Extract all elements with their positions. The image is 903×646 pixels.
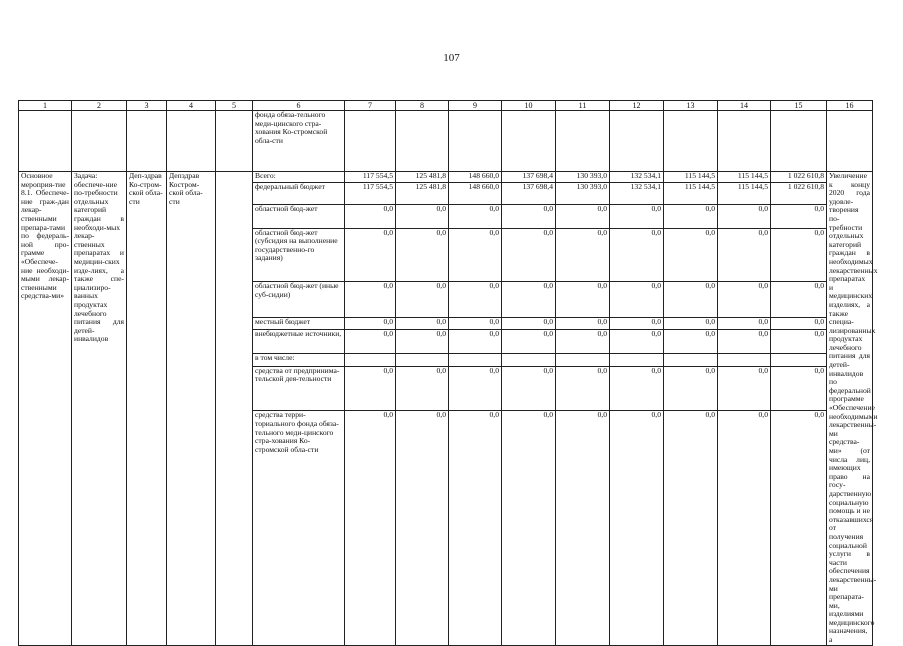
value-cell: 0,0 [610,411,664,645]
value-cell: 0,0 [718,366,771,411]
responsible-cell: Деп-здрав Ко-стром-ской обла-сти [127,172,167,646]
value-cell: 0,0 [502,228,556,282]
value-cell: 0,0 [449,411,502,645]
value-cell: 0,0 [664,317,718,330]
column-number-cell: 16 [827,101,873,111]
value-cell: 117 554,5 [345,182,396,204]
value-cell: 0,0 [345,411,396,645]
value-cell: 0,0 [556,411,610,645]
column-number-cell: 1 [19,101,72,111]
empty-cell [502,111,556,172]
value-cell: 0,0 [610,317,664,330]
value-cell: 0,0 [345,330,396,354]
funding-source-cell: Всего: [253,172,345,183]
task-cell: Задача: обеспече-ние по-требности отдельных категорий граждан в необходи-мых лекар-ственных препаратах и медицин-ских изде-лиях, а также спе-циализиро-ванных продуктах лечебного питания для детей-инвалидов [72,172,127,646]
value-cell [718,354,771,367]
empty-cell [345,111,396,172]
value-cell: 0,0 [664,411,718,645]
value-cell: 0,0 [502,317,556,330]
column-number-cell: 5 [216,101,253,111]
empty-cell [72,111,127,172]
value-cell: 0,0 [396,228,449,282]
value-cell: 0,0 [664,282,718,317]
value-cell: 137 698,4 [502,172,556,183]
value-cell: 0,0 [396,204,449,228]
value-cell: 115 144,5 [718,182,771,204]
value-cell: 0,0 [449,330,502,354]
column-number-cell: 3 [127,101,167,111]
value-cell: 115 144,5 [664,182,718,204]
page-number: 107 [443,52,460,64]
value-cell: 117 554,5 [345,172,396,183]
column-number-row [19,101,873,111]
value-cell: 0,0 [345,317,396,330]
funding-source-cell: местный бюджет [253,317,345,330]
value-cell: 0,0 [771,204,827,228]
value-cell: 148 660,0 [449,172,502,183]
value-cell [502,354,556,367]
empty-cell [396,111,449,172]
value-cell: 0,0 [502,411,556,645]
table-row [19,172,873,183]
value-cell: 0,0 [396,282,449,317]
value-cell: 0,0 [345,228,396,282]
empty-cell [167,111,216,172]
coexecutor-cell: Депздрав Костром-ской обла-сти [167,172,216,646]
value-cell: 0,0 [502,366,556,411]
value-cell: 0,0 [449,317,502,330]
column-number-cell: 11 [556,101,610,111]
value-cell: 0,0 [556,228,610,282]
column-number-cell: 14 [718,101,771,111]
value-cell [610,354,664,367]
value-cell: 137 698,4 [502,182,556,204]
value-cell: 0,0 [718,204,771,228]
column-number-cell: 4 [167,101,216,111]
value-cell: 0,0 [771,228,827,282]
empty-cell [449,111,502,172]
value-cell: 0,0 [771,366,827,411]
value-cell: 115 144,5 [718,172,771,183]
value-cell: 0,0 [556,317,610,330]
empty-cell [610,111,664,172]
value-cell [396,354,449,367]
funding-source-cell: областной бюд-жет (субсидия на выполнение государственно-го задания) [253,228,345,282]
value-cell: 148 660,0 [449,182,502,204]
value-cell: 0,0 [610,228,664,282]
value-cell: 0,0 [664,330,718,354]
value-cell: 0,0 [345,366,396,411]
value-cell: 0,0 [396,366,449,411]
value-cell: 130 393,0 [556,182,610,204]
funding-source-cell: средства от предпринима-тельской дея-тельности [253,366,345,411]
empty-cell [216,172,253,646]
value-cell: 0,0 [610,204,664,228]
value-cell: 0,0 [610,330,664,354]
value-cell: 0,0 [556,366,610,411]
value-cell [449,354,502,367]
value-cell: 1 022 610,8 [771,182,827,204]
value-cell: 0,0 [449,282,502,317]
empty-cell [664,111,718,172]
value-cell: 0,0 [449,204,502,228]
value-cell: 0,0 [556,282,610,317]
value-cell: 0,0 [502,282,556,317]
value-cell: 0,0 [345,204,396,228]
value-cell: 0,0 [771,317,827,330]
column-number-cell: 13 [664,101,718,111]
value-cell: 0,0 [396,330,449,354]
empty-cell [556,111,610,172]
value-cell: 132 534,1 [610,182,664,204]
value-cell: 0,0 [502,204,556,228]
column-number-cell: 8 [396,101,449,111]
value-cell: 0,0 [664,366,718,411]
funding-source-cell: в том числе: [253,354,345,367]
value-cell: 0,0 [556,204,610,228]
value-cell: 125 481,8 [396,172,449,183]
value-cell: 0,0 [718,282,771,317]
value-cell: 0,0 [396,317,449,330]
value-cell: 0,0 [502,330,556,354]
column-number-cell: 7 [345,101,396,111]
budget-table [18,100,878,646]
value-cell: 1 022 610,8 [771,172,827,183]
value-cell: 115 144,5 [664,172,718,183]
value-cell: 125 481,8 [396,182,449,204]
column-number-cell: 2 [72,101,127,111]
value-cell: 0,0 [664,204,718,228]
value-cell: 132 534,1 [610,172,664,183]
empty-cell [127,111,167,172]
empty-cell [827,111,873,172]
column-number-cell: 15 [771,101,827,111]
funding-source-cell: внебюджетные источники, [253,330,345,354]
value-cell: 0,0 [718,411,771,645]
column-number-cell: 10 [502,101,556,111]
funding-source-cell: средства терри-ториального фонда обяза-тельного меди-цинского стра-хования Ко-стромской обла-сти [253,411,345,645]
table-body [19,101,878,646]
value-cell: 0,0 [718,228,771,282]
value-cell [664,354,718,367]
funding-source-cell: областной бюд-жет (иные суб-сидии) [253,282,345,317]
value-cell [345,354,396,367]
continuation-row [19,111,873,172]
value-cell: 0,0 [610,282,664,317]
empty-cell [216,111,253,172]
value-cell: 0,0 [556,330,610,354]
value-cell: 0,0 [664,228,718,282]
expected-result-cell: Увеличение к концу 2020 года удовле-творения по-требности отдельных категорий граждан в необходимых лекарственных препаратах и медицинских изделиях, а также специа-лизированных продуктах лечебного питания для детей-инвалидов по федеральной программе «Обеспечение необходимыми лекарственны-ми средства-ми» (от числа лиц, имеющих право на госу-дарственную социальную помощь и не отказавшихся от получения социальной услуги в части обеспечения лекарственны-ми препарата-ми, изделиями медицинского назначения, а [827,172,873,646]
value-cell: 0,0 [449,366,502,411]
empty-cell [718,111,771,172]
value-cell: 0,0 [771,282,827,317]
value-cell [771,354,827,367]
empty-cell [771,111,827,172]
column-number-cell: 6 [253,101,345,111]
value-cell: 0,0 [771,330,827,354]
continuation-label-cell: фонда обяза-тельного меди-цинского стра-хования Ко-стромской обла-сти [253,111,345,172]
value-cell: 0,0 [610,366,664,411]
event-name-cell: Основное мероприя-тие 8.1. Обеспече-ние граж-дан лекар-ственными препара-тами по федераль-ной про-грамме «Обеспече-ние необходи-мыми лекар-ственными средства-ми» [19,172,72,646]
value-cell: 0,0 [345,282,396,317]
funding-source-cell: федеральный бюджет [253,182,345,204]
value-cell [556,354,610,367]
value-cell: 0,0 [718,317,771,330]
value-cell: 0,0 [449,228,502,282]
column-number-cell: 12 [610,101,664,111]
column-number-cell: 9 [449,101,502,111]
value-cell: 0,0 [718,330,771,354]
value-cell: 0,0 [396,411,449,645]
funding-source-cell: областной бюд-жет [253,204,345,228]
value-cell: 130 393,0 [556,172,610,183]
value-cell: 0,0 [771,411,827,645]
empty-cell [19,111,72,172]
